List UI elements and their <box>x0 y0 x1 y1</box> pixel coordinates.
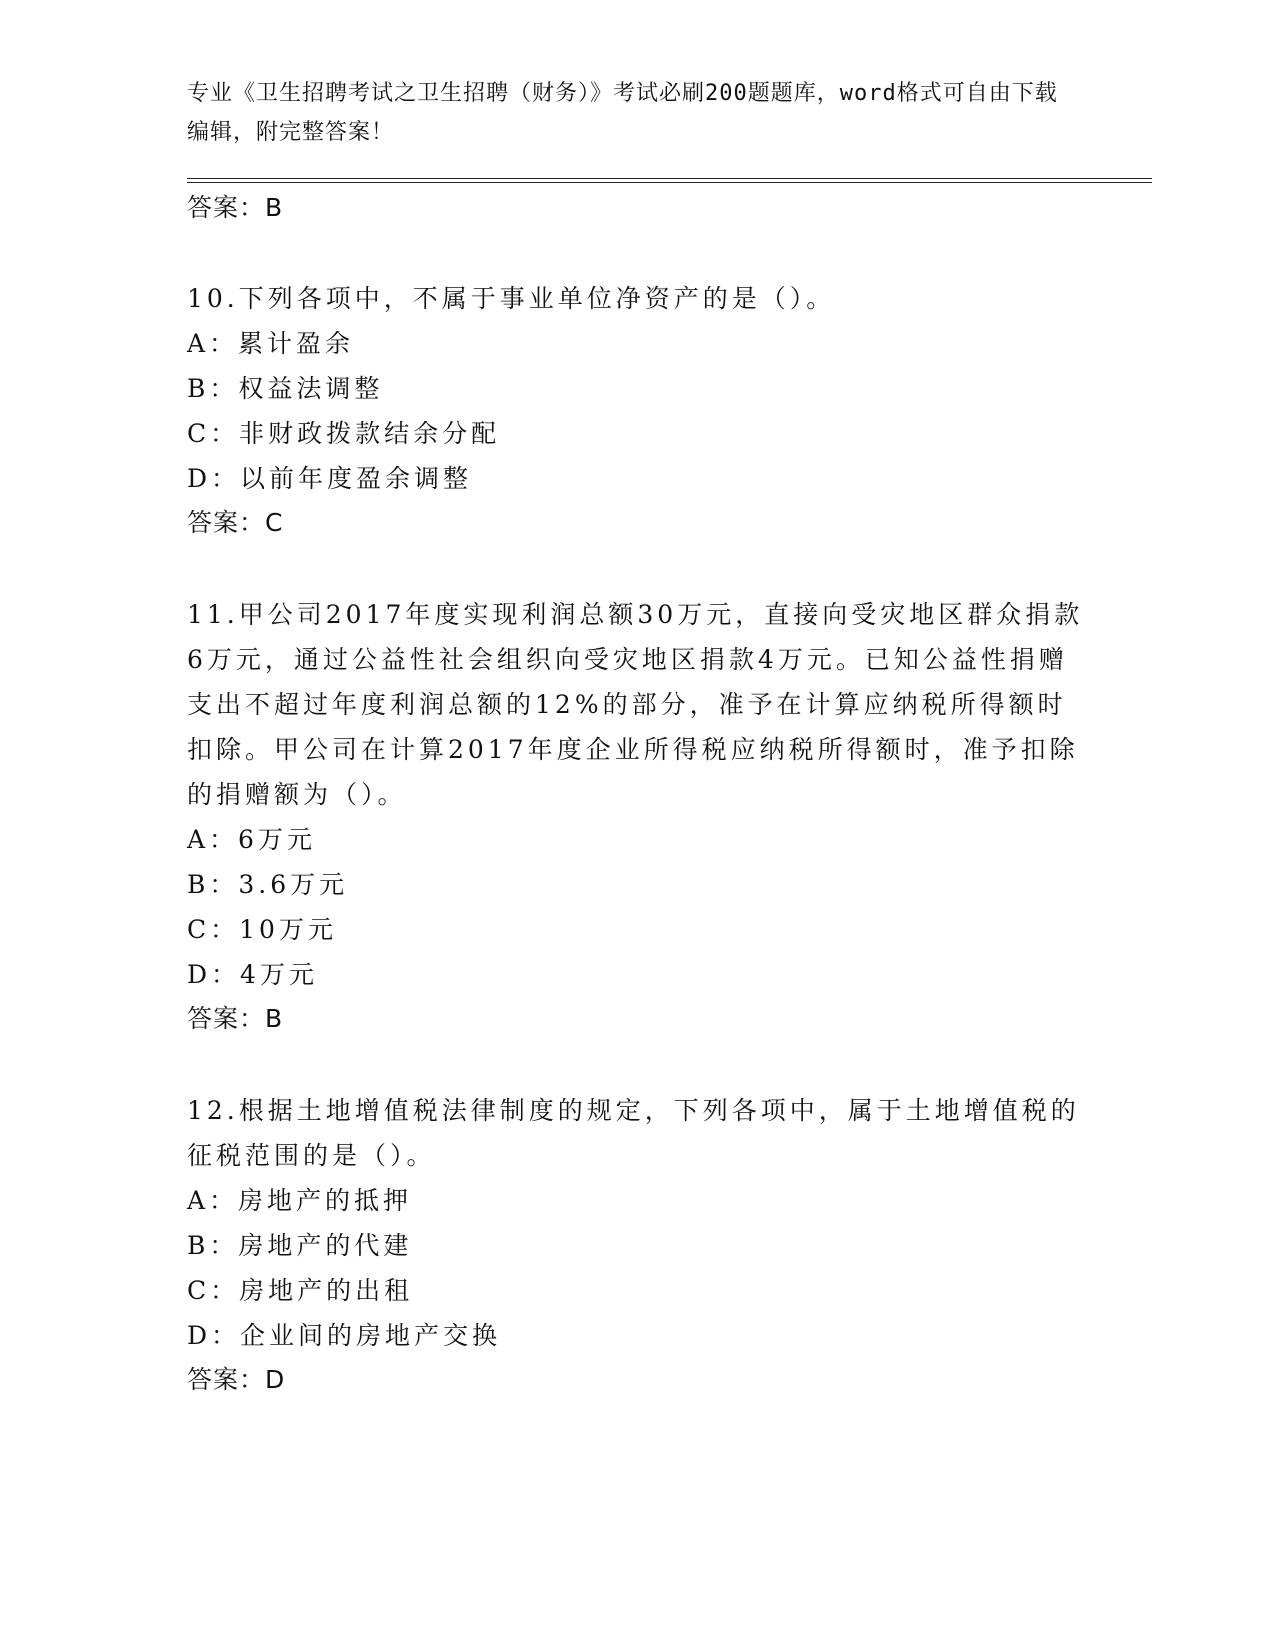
answer: 答案：C <box>187 508 284 537</box>
option-d: D：4万元 <box>187 960 318 989</box>
header-divider-double <box>187 182 1152 183</box>
option-b: B：3.6万元 <box>187 870 349 899</box>
option-b: B：房地产的代建 <box>187 1231 413 1260</box>
question-stem: 10.下列各项中，不属于事业单位净资产的是（）。 <box>187 284 836 313</box>
option-a: A：累计盈余 <box>187 329 355 358</box>
option-a: A：6万元 <box>187 825 316 854</box>
question-stem: 11.甲公司2017年度实现利润总额30万元，直接向受灾地区群众捐款6万元，通过公益性社会组织向受灾地区捐款4万元。已知公益性捐赠支出不超过年度利润总额的12%的部分，准予在计算应纳税所得额时扣除。甲公司在计算2017年度企业所得税应纳税所得额时，准予扣除的捐赠额为（）。 <box>187 600 1084 809</box>
option-c: C：10万元 <box>187 915 337 944</box>
option-c: C：非财政拨款结余分配 <box>187 419 501 448</box>
option-d: D：企业间的房地产交换 <box>187 1321 502 1350</box>
header-divider <box>187 178 1152 179</box>
question-10 <box>187 276 1087 545</box>
option-b: B：权益法调整 <box>187 374 384 403</box>
option-d: D：以前年度盈余调整 <box>187 464 473 493</box>
option-a: A：房地产的抵押 <box>187 1186 413 1215</box>
question-12 <box>187 1088 1087 1402</box>
previous-answer: 答案：B <box>187 193 284 222</box>
document-header: 专业《卫生招聘考试之卫生招聘（财务）》考试必刷200题题库，word格式可自由下载编辑，附完整答案！ <box>187 81 1058 145</box>
answer: 答案：B <box>187 1004 284 1033</box>
question-stem: 12.根据土地增值税法律制度的规定，下列各项中，属于土地增值税的征税范围的是（）。 <box>187 1096 1080 1170</box>
option-c: C：房地产的出租 <box>187 1276 414 1305</box>
question-11 <box>187 592 1087 1041</box>
answer: 答案：D <box>187 1365 286 1394</box>
